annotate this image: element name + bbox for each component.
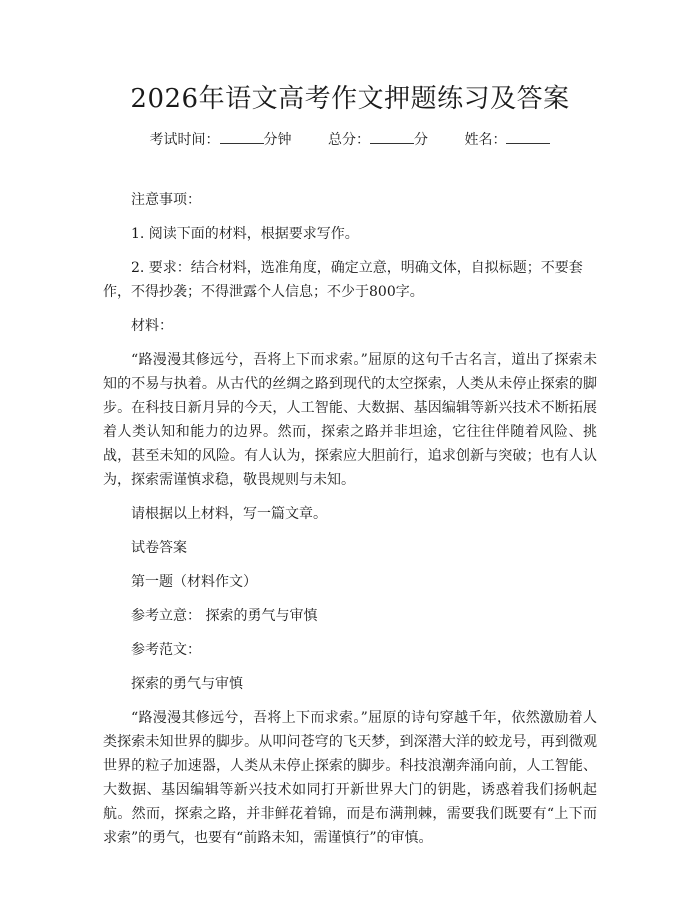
notes-item-1: 1. 阅读下面的材料，根据要求写作。 — [131, 226, 359, 242]
total-score-blank — [370, 131, 414, 144]
essay-paragraph-1: “路漫漫其修远兮，吾将上下而求索。”屈原的诗句穿越千年，依然激励着人类探索未知世界的脚步。从叩问苍穹的飞天梦，到深潜大洋的蛟龙号，再到微观世界的粒子加速器，人类从未停止探索的脚步。科技浪潮奔涌向前，人工智能、大数据、基因编辑等新兴技术如同打开新世界大门的钥匙，诱惑着我们扬帆起航。然而，探索之路，并非鲜花着锦，而是布满荆棘，需要我们既要有“上下而求索”的勇气，也要有“前路未知，需谨慎行”的审慎。 — [103, 710, 597, 846]
exam-content — [103, 188, 597, 850]
notes-heading: 注意事项： — [131, 192, 201, 208]
answers-heading: 试卷答案 — [131, 540, 187, 556]
total-score-unit: 分 — [414, 132, 428, 148]
exam-meta-line — [0, 130, 700, 150]
exam-time-label: 考试时间： — [149, 132, 220, 148]
total-score-label: 总分： — [328, 132, 370, 148]
answers-intent: 参考立意： 探索的勇气与审慎 — [131, 608, 318, 624]
student-name-field — [464, 130, 550, 150]
material-text: “路漫漫其修远兮，吾将上下而求索。”屈原的这句千古名言，道出了探索未知的不易与执着。从古代的丝绸之路到现代的太空探索，人类从未停止探索的脚步。在科技日新月异的今天，人工智能、大数据、基因编辑等新兴技术不断拓展着人类认知和能力的边界。然而，探索之路并非坦途，它往往伴随着风险、挑战，甚至未知的风险。有人认为，探索应大胆前行，追求创新与突破；也有人认为，探索需谨慎求稳，敬畏规则与未知。 — [103, 352, 597, 488]
exam-time-field — [150, 130, 292, 150]
page-title: 2026年语文高考作文押题练习及答案 — [130, 84, 570, 114]
material-instruction: 请根据以上材料，写一篇文章。 — [131, 506, 327, 522]
student-name-blank — [506, 131, 550, 144]
student-name-label: 姓名： — [464, 132, 507, 148]
sample-essay-heading: 参考范文： — [131, 642, 201, 658]
answers-question: 第一题（材料作文） — [131, 574, 257, 590]
essay-title: 探索的勇气与审慎 — [131, 676, 243, 692]
exam-time-blank — [220, 131, 264, 144]
material-heading: 材料： — [131, 318, 173, 334]
notes-item-2: 2. 要求：结合材料，选准角度，确定立意，明确文体，自拟标题；不要套作，不得抄袭；不得泄露个人信息；不少于800字。 — [103, 260, 583, 300]
exam-time-unit: 分钟 — [263, 132, 292, 148]
total-score-field — [328, 130, 428, 150]
